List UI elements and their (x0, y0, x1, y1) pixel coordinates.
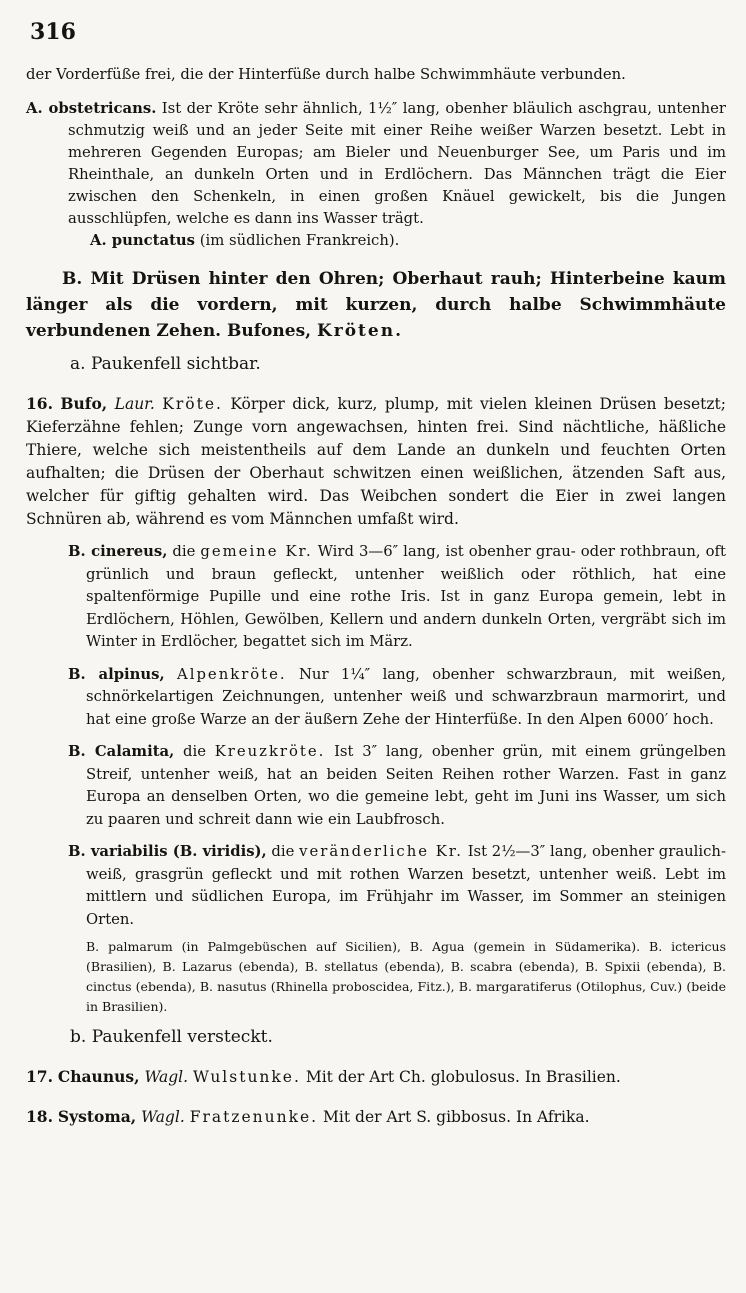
genus-description: Körper dick, kurz, plump, mit vielen kleinen Drüsen besetzt; Kieferzähne fehlen; Zunge vorn angewachsen, hinten frei. Sind nächtliche, häßliche Thiere, welche sich meistentheils auf dem Lande an dunkeln und feuchten Orten aufhalten; die Drüsen der Oberhaut schwitzen einen weißlichen, ätzenden Saft aus, welcher für giftig gehalten wird. Das Weibchen sondert die Eier in zwei langen Schnüren ab, während es vom Männchen umfaßt wird. (26, 395, 726, 528)
genus-common: Kröte. (162, 395, 223, 413)
genus-author: Wagl. (144, 1068, 189, 1086)
species-description: Ist der Kröte sehr ähnlich, 1½″ lang, obenher bläulich aschgrau, untenher schmutzig weiß und an jeder Seite mit einer Reihe weißer Warzen besetzt. Lebt in mehreren Gegenden Europas; am Bieler und Neuenburger See, um Paris und im Rheinthale, an dunkeln Orten und in Erdlöchern. Das Männchen trägt die Eier zwischen den Schenkeln, in einen großen Knäuel gewickelt, bis die Jungen ausschlüpfen, welche es dann ins Wasser trägt. (68, 100, 726, 227)
species-common: Kreuzkröte. (214, 743, 326, 760)
section-group-de: Kröten. (316, 321, 404, 341)
page-number: 316 (30, 19, 76, 45)
genus-chaunus (26, 1065, 726, 1089)
species-entry (68, 541, 726, 654)
genus-author: Wagl. (141, 1108, 185, 1126)
section-b-heading (26, 266, 726, 344)
species-entry (68, 841, 726, 931)
species-article: die (172, 543, 196, 560)
species-name: B. cinereus, (68, 543, 168, 560)
species-name: B. variabilis (B. viridis), (68, 843, 267, 860)
species-common: Alpenkröte. (177, 665, 287, 683)
page (26, 18, 726, 1129)
species-name: A. obstetricans. (26, 100, 157, 117)
section-group: Bufones, (227, 321, 312, 341)
subsection-b: b. Paukenfell versteckt. (70, 1027, 273, 1047)
species-description: Ist 2½—3″ lang, obenher graulich-weiß, grasgrün gefleckt und mit rothen Warzen besetzt, untenher weiß. Lebt im mittlern und südlichen Europa, im Frühjahr im Wasser, im Sommer an steinigen Orten. (86, 843, 726, 928)
species-name: B. alpinus, (68, 665, 165, 683)
section-label: B. (62, 269, 83, 289)
genus-number: 17. (26, 1067, 53, 1086)
section-description: Mit Drüsen hinter den Ohren; Oberhaut rauh; Hinterbeine kaum länger als die vordern, mit kurzen, durch halbe Schwimmhäute verbundenen Zehen. (26, 269, 727, 341)
genus-number: 18. (26, 1107, 53, 1126)
genus-author: Laur. (114, 395, 155, 413)
genus-number: 16. (26, 394, 53, 413)
intro-text: der Vorderfüße frei, die der Hinterfüße durch halbe Schwimmhäute verbunden. (26, 66, 626, 83)
species-common: gemeine Kr. (200, 543, 313, 560)
genus-common: Fratzenunke. (189, 1108, 319, 1126)
species-article: die (271, 843, 295, 860)
genus-name: Chaunus, (57, 1067, 140, 1086)
species-entry (68, 664, 726, 732)
genus-name: Bufo, (60, 394, 108, 413)
subsection-a: a. Paukenfell sichtbar. (70, 354, 261, 374)
genus-systoma (26, 1105, 726, 1129)
additional-species-note: B. palmarum (in Palmgebüschen auf Sicilien), B. Agua (gemein in Südamerika). B. ictericus (Brasilien), B. Lazarus (ebenda), B. stellatus (ebenda), B. scabra (ebenda), B. Spixii (ebenda), B. cinctus (ebenda), B. nasutus (Rhinella proboscidea, Fitz.), B. margaratiferus (Otilophus, Cuv.) (beide in Brasilien). (86, 939, 726, 1014)
genus-description: Mit der Art Ch. globulosus. In Brasilien. (305, 1068, 621, 1086)
species-description: (im südlichen Frankreich). (199, 232, 400, 249)
species-description: Wird 3—6″ lang, ist obenher grau- oder rothbraun, oft grünlich und braun gefleckt, untenher weißlich oder röthlich, hat eine spaltenförmige Pupille und eine rothe Iris. Ist in ganz Europa gemein, lebt in Erdlöchern, Höhlen, Gewölben, Kellern und andern dunkeln Orten, vergräbt sich im Winter in Erdlöcher, begattet sich im März. (86, 543, 726, 650)
species-article: die (183, 743, 206, 760)
entry-obstetricans (26, 98, 726, 230)
species-description: Nur 1¼″ lang, obenher schwarzbraun, mit weißen, schnörkelartigen Zeichnungen, untenher weiß und schwarzbraun marmorirt, und hat eine große Warze an der äußern Zehe der Hinterfüße. In den Alpen 6000′ hoch. (86, 665, 726, 728)
genus-name: Systoma, (57, 1107, 137, 1126)
genus-bufo (26, 392, 726, 531)
entry-punctatus (26, 230, 726, 252)
species-description: Ist 3″ lang, obenher grün, mit einem grüngelben Streif, untenher weiß, hat an beiden Seiten Reihen rother Warzen. Fast in ganz Europa an denselben Orten, wo die gemeine lebt, geht im Juni ins Wasser, um sich zu paaren und schreit dann wie ein Laubfrosch. (86, 743, 727, 828)
genus-common: Wulstunke. (193, 1068, 301, 1086)
species-common: veränderliche Kr. (299, 843, 463, 860)
genus-description: Mit der Art S. gibbosus. In Afrika. (323, 1108, 590, 1126)
species-name: B. Calamita, (68, 743, 175, 760)
species-name: A. punctatus (90, 232, 196, 249)
species-entry (68, 741, 726, 831)
